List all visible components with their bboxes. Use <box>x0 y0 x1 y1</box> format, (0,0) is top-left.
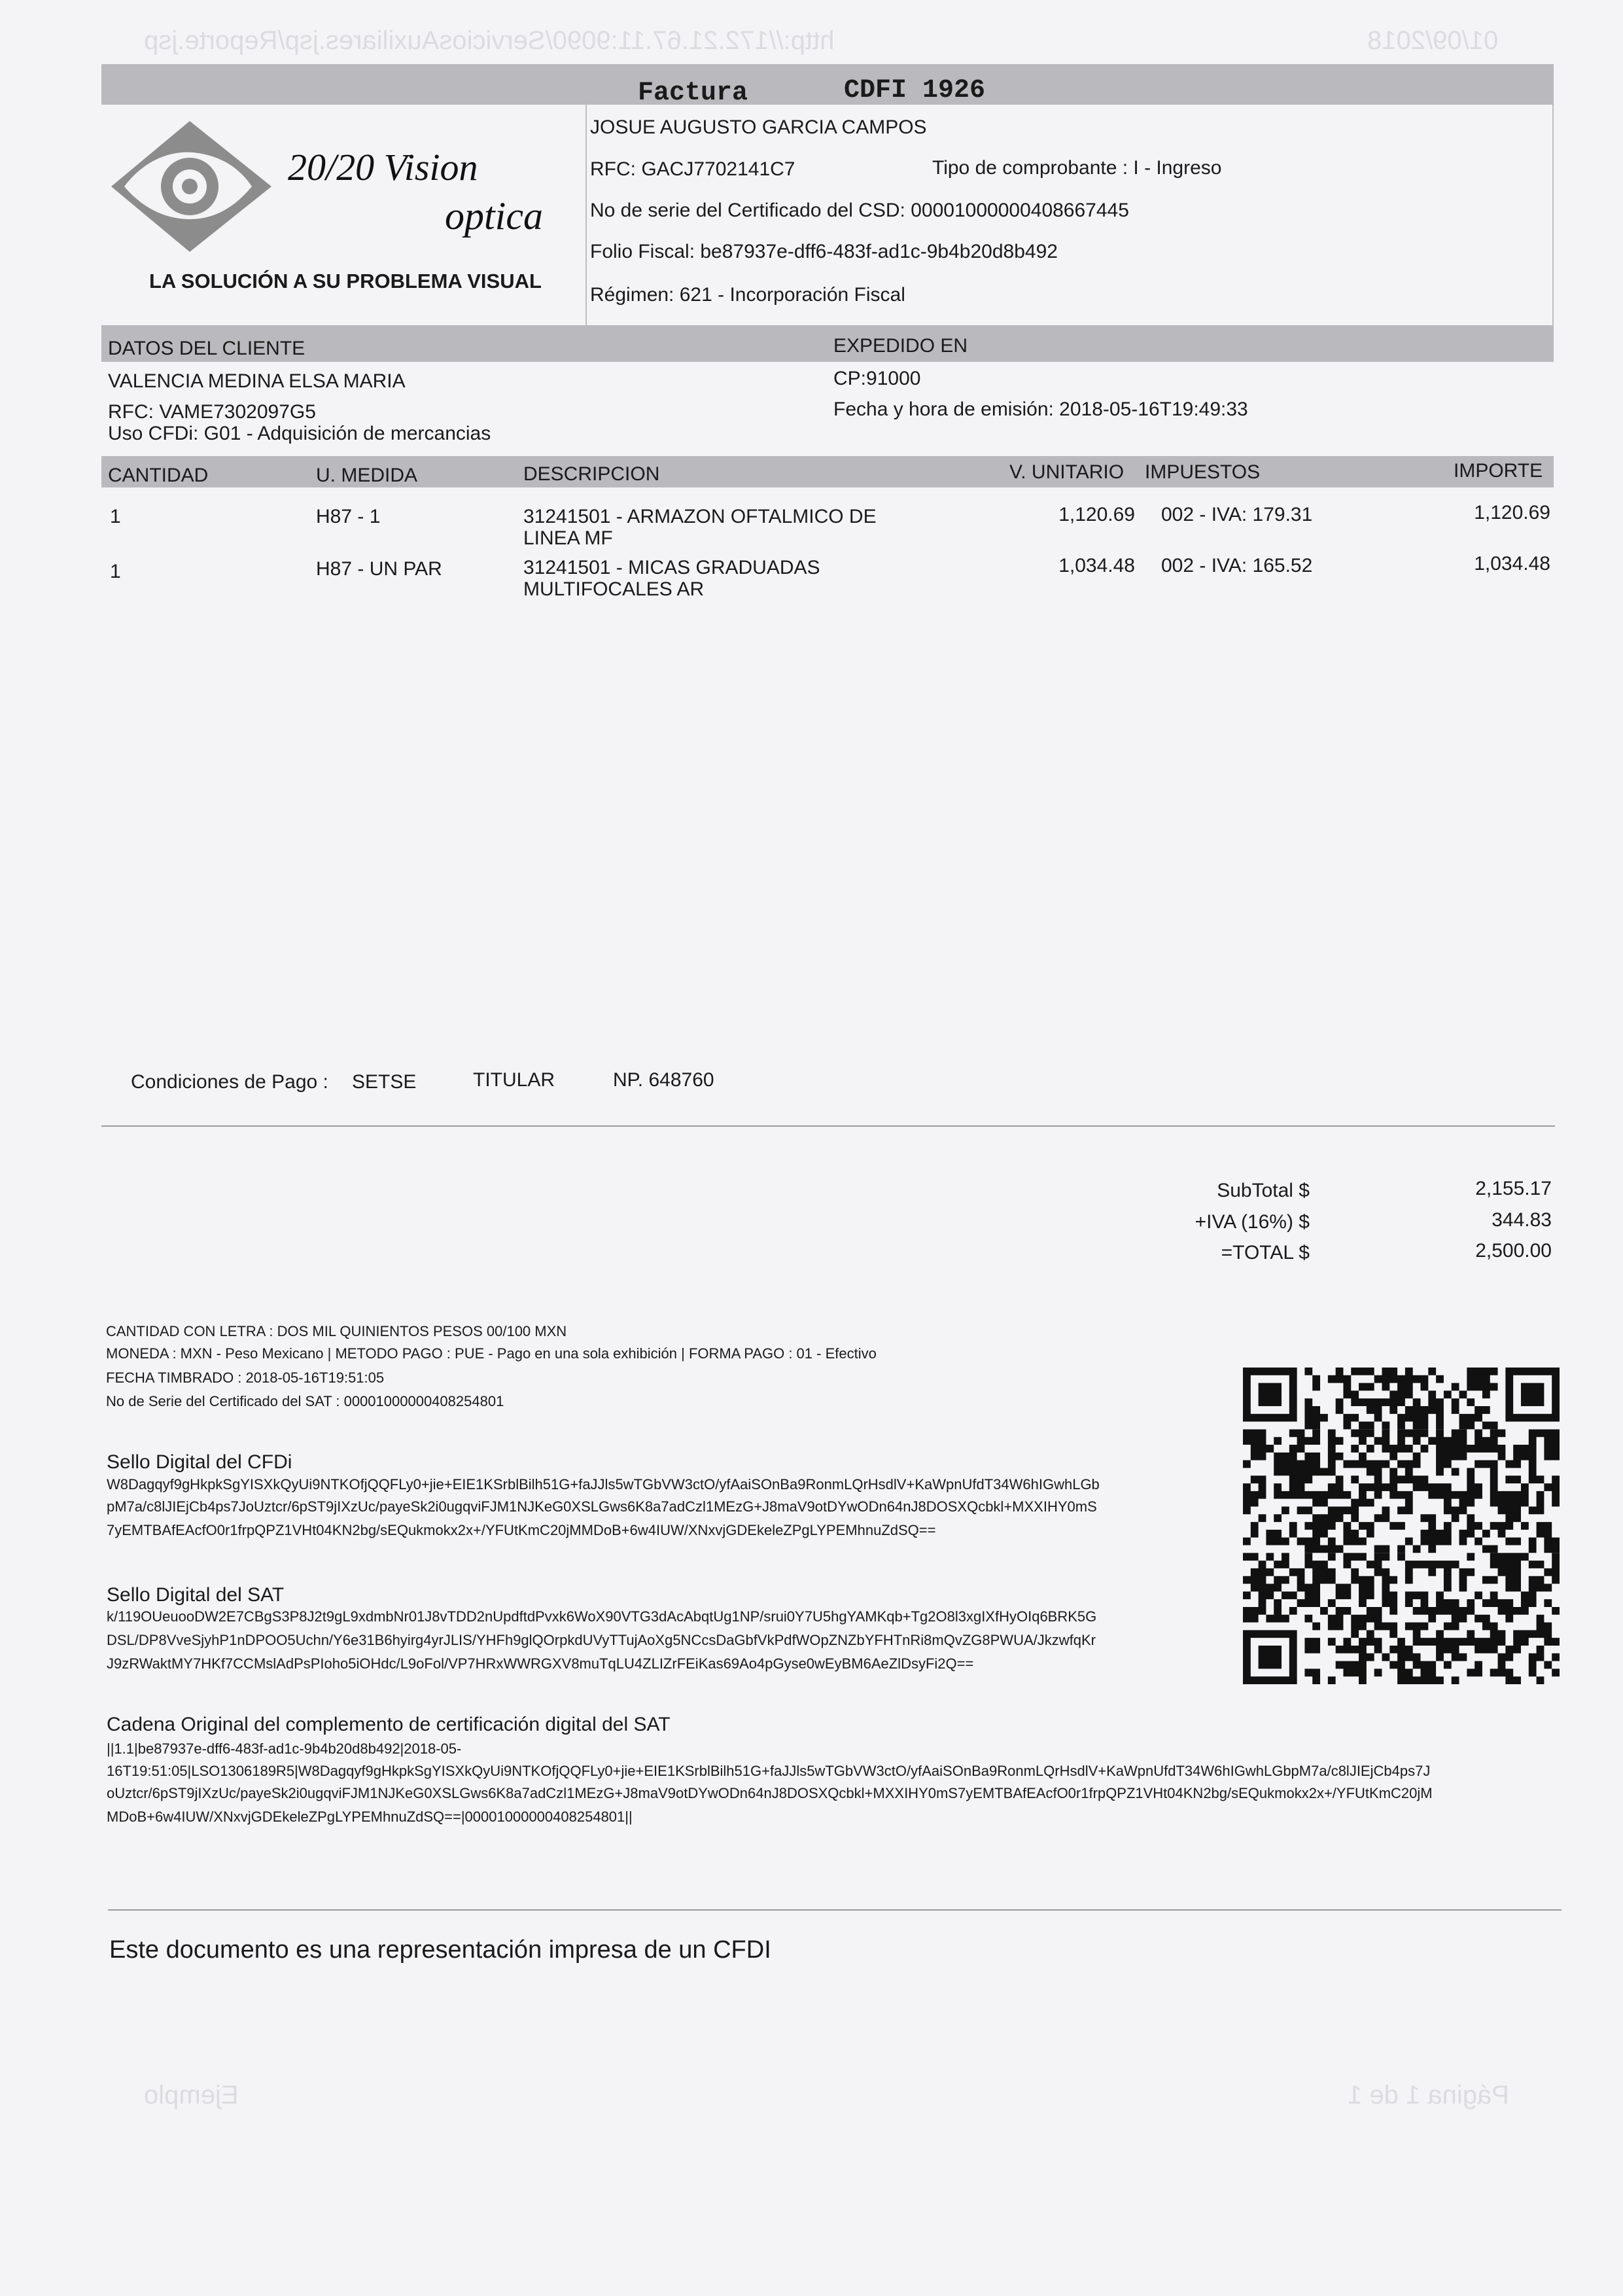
tipo-comprobante: Tipo de comprobante : I - Ingreso <box>932 157 1222 179</box>
row-impuestos: 002 - IVA: 179.31 <box>1161 504 1313 525</box>
sello-sat-line: k/119OUeuooDW2E7CBgS3P8J2t9gL9xdmbNr01J8vTDD2nUpdftdPvxk6WoX90VTG3dAcAbqtUg1NP/srui0Y7U5hgYAMKqb+Tg2O8l3xgIXfHyOIq6BRK5G <box>107 1608 1097 1625</box>
doc-type: Factura <box>638 79 748 108</box>
sello-sat-line: DSL/DP8VveSjyhP1nDPOO5Uchn/Y6e31B6hyirg4yrJLIS/YHFh9glQOrpkdUVyTTujAoXg5NCcsDaGbfVkPdfWOpZNZbYFHTnRi8mQvZG8PWUA/JkzwfqKr <box>107 1632 1096 1648</box>
cadena-line: MDoB+6w4IUW/XNxvjGDEkeleZPgLYPEMhnuZdSQ==|00001000000408254801|| <box>107 1809 633 1825</box>
row-importe: 1,034.48 <box>1474 553 1550 574</box>
cadena-line: 16T19:51:05|LSO1306189R5|W8Dagqyf9gHkpkSgYISXkQyUi9NTKOfjQQFLy0+jie+EIE1KSrblBilh51G+faJJls5wTGbVW3ctO/yfAaiSOnBa9RonmLQrHsdlV+KaWpnUfdT34W6hIGwhLGbpM7a/c8lJIEjCb4ps7J <box>107 1763 1431 1779</box>
issuer-rfc: RFC: GACJ7702141C7 <box>590 158 795 180</box>
fecha-emision: Fecha y hora de emisión: 2018-05-16T19:49:33 <box>833 398 1248 420</box>
subtotal-value: 2,155.17 <box>1475 1178 1552 1199</box>
iva-label: +IVA (16%) $ <box>1195 1211 1310 1233</box>
row-medida: H87 - UN PAR <box>316 558 442 580</box>
bleed-bottom-left: Ejemplo <box>144 2081 239 2110</box>
expedido-cp: CP:91000 <box>833 368 921 389</box>
cadena-line: ||1.1|be87937e-dff6-483f-ad1c-9b4b20d8b492|2018-05- <box>107 1740 462 1757</box>
bleed-top-right: 01/09/2018 <box>1367 26 1499 55</box>
row-desc-line1: 31241501 - MICAS GRADUADAS <box>523 557 820 578</box>
cfdi-label: CDFI 1926 <box>844 76 986 105</box>
bleed-top-left: http://172.21.67.11:9090/ServiciosAuxiliares.jsp/Reporte.jsp <box>144 26 835 55</box>
logo-tagline: LA SOLUCIÓN A SU PROBLEMA VISUAL <box>149 270 542 292</box>
header-divider <box>585 105 587 327</box>
col-impuestos: IMPUESTOS <box>1145 461 1261 483</box>
row-desc-line2: LINEA MF <box>523 527 613 549</box>
sello-cfdi-line: pM7a/c8lJIEjCb4ps7JoUztcr/6pST9jIXzUc/payeSk2i0ugqviFJM1NJKeG0XSLGws6K8a7adCzl1MEzG+J8maV9otDYwODn64nJ8DOSXQcbkl+MXXIHY0mS <box>107 1498 1097 1515</box>
row-desc-line2: MULTIFOCALES AR <box>523 578 705 600</box>
client-rfc: RFC: VAME7302097G5 <box>108 401 316 423</box>
footer-divider-line <box>108 1909 1562 1911</box>
moneda-metodo: MONEDA : MXN - Peso Mexicano | METODO PAGO : PUE - Pago en una sola exhibición | FORMA PAGO : 01 - Efectivo <box>106 1345 877 1362</box>
sello-cfdi-line: 7yEMTBAfEAcfO0r1frpQPZ1VHt04KN2bg/sEQukmokx2x+/YFUtKmC20jMMDoB+6w4IUW/XNxvjGDEkeleZPgLYPEMhnuZdSQ== <box>107 1522 936 1538</box>
logo-brand-bottom: optica <box>445 194 543 238</box>
qr-code-graphic <box>1243 1368 1560 1684</box>
row-impuestos: 002 - IVA: 165.52 <box>1161 555 1313 576</box>
row-cantidad: 1 <box>110 506 121 527</box>
serie-sat: No de Serie del Certificado del SAT : 00001000000408254801 <box>106 1393 504 1409</box>
fecha-timbrado: FECHA TIMBRADO : 2018-05-16T19:51:05 <box>106 1369 385 1386</box>
client-name: VALENCIA MEDINA ELSA MARIA <box>108 370 406 392</box>
divider-line <box>101 1125 1555 1127</box>
sello-cfdi-line: W8Dagqyf9gHkpkSgYISXkQyUi9NTKOfjQQFLy0+jie+EIE1KSrblBilh51G+faJJls5wTGbVW3ctO/yfAaiSOnBa9RonmLQrHsdlV+KaWpnUfdT34W6hIGwhLGb <box>107 1476 1100 1492</box>
row-cantidad: 1 <box>110 561 121 582</box>
col-cantidad: CANTIDAD <box>108 465 209 486</box>
cadena-line: oUztcr/6pST9jIXzUc/payeSk2i0ugqviFJM1NJKeG0XSLGws6K8a7adCzl1MEzG+J8maV9otDYwODn64nJ8DOSXQcbkl+MXXIHY0mS7yEMTBAfEAcfO0r1frpQPZ1VHt04KN2bg/sEQukmokx2x+/YFUtKmC20jM <box>107 1785 1433 1801</box>
client-uso-cfdi: Uso CFDi: G01 - Adquisición de mercancias <box>108 423 491 444</box>
qr-code-icon <box>1243 1368 1560 1684</box>
logo-brand-top: 20/20 Vision <box>288 146 478 188</box>
row-unitario: 1,034.48 <box>1058 555 1135 576</box>
serie-csd: No de serie del Certificado del CSD: 00001000000408667445 <box>590 200 1129 221</box>
bleed-bottom-right: Página 1 de 1 <box>1348 2081 1509 2110</box>
row-desc-line1: 31241501 - ARMAZON OFTALMICO DE <box>523 506 877 527</box>
issuer-name: JOSUE AUGUSTO GARCIA CAMPOS <box>590 116 927 138</box>
total-label: =TOTAL $ <box>1221 1242 1310 1263</box>
sello-cfdi-title: Sello Digital del CFDi <box>107 1451 292 1473</box>
sello-sat-line: J9zRWaktMY7HKf7CCMslAdPsPIoho5iOHdc/L9oFol/VP7HRxWWRGXV8muTqLU4ZLIZrFEiKas69Ao4pGyse0wEyBM6AeZlDsyFi2Q== <box>107 1655 974 1672</box>
subtotal-label: SubTotal $ <box>1217 1180 1310 1201</box>
total-value: 2,500.00 <box>1475 1240 1552 1262</box>
payment-value: SETSE <box>352 1071 417 1093</box>
client-heading: DATOS DEL CLIENTE <box>108 338 305 359</box>
folio-fiscal: Folio Fiscal: be87937e-dff6-483f-ad1c-9b4b20d8b492 <box>590 241 1058 262</box>
payment-label: Condiciones de Pago : <box>131 1071 328 1093</box>
col-importe: IMPORTE <box>1454 460 1543 482</box>
sello-sat-title: Sello Digital del SAT <box>107 1584 285 1606</box>
iva-value: 344.83 <box>1492 1209 1552 1231</box>
header-right-border <box>1552 105 1554 327</box>
cantidad-letra: CANTIDAD CON LETRA : DOS MIL QUINIENTOS PESOS 00/100 MXN <box>106 1323 567 1339</box>
col-medida: U. MEDIDA <box>316 465 418 486</box>
regimen: Régimen: 621 - Incorporación Fiscal <box>590 284 905 306</box>
client-header-bar <box>101 325 1554 362</box>
row-importe: 1,120.69 <box>1474 502 1550 523</box>
footer-note: Este documento es una representación impresa de un CFDI <box>109 1936 771 1964</box>
payment-titular: TITULAR <box>473 1069 555 1091</box>
cadena-title: Cadena Original del complemento de certificación digital del SAT <box>107 1714 671 1735</box>
row-medida: H87 - 1 <box>316 506 381 527</box>
header-bar <box>101 64 1554 105</box>
col-descripcion: DESCRIPCION <box>523 463 660 485</box>
row-unitario: 1,120.69 <box>1058 504 1135 525</box>
payment-np: NP. 648760 <box>613 1069 714 1091</box>
expedido-heading: EXPEDIDO EN <box>833 335 968 357</box>
col-unitario: V. UNITARIO <box>1009 461 1125 483</box>
